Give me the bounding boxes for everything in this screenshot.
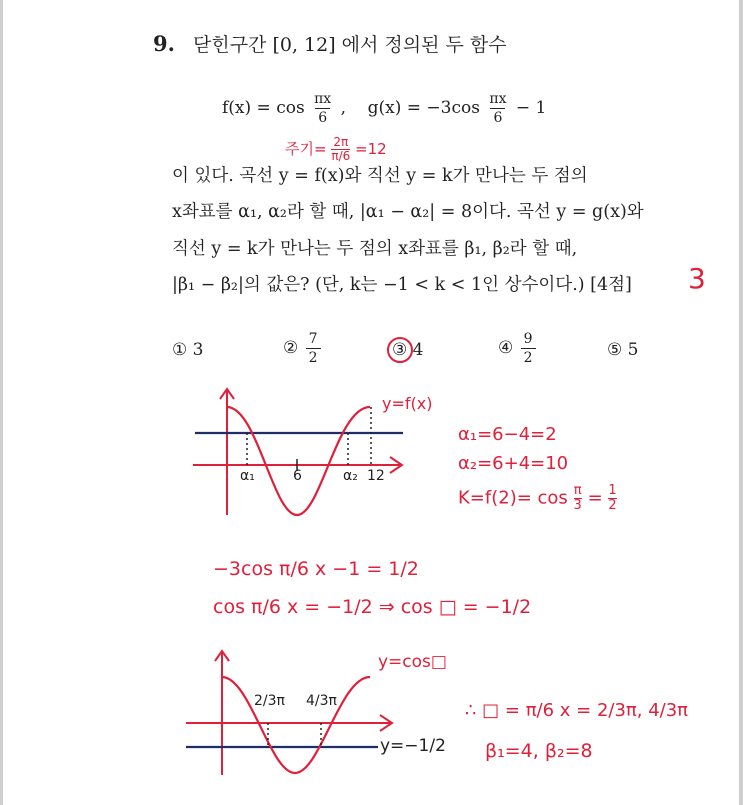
graph1-tick-6-label: 6 — [293, 468, 302, 484]
question-line-3: 직선 y = k가 만나는 두 점의 x좌표를 β₁, β₂라 할 때, — [172, 239, 578, 259]
note-k-prefix: K=f(2)= cos — [458, 487, 568, 509]
choice-3-mark-wrap — [392, 340, 413, 360]
equation-2: cos π/6 x = −1/2 ⇒ cos □ = −1/2 — [213, 596, 532, 618]
page-border-right — [739, 0, 743, 805]
choice-5[interactable] — [607, 340, 638, 360]
f-fraction — [312, 90, 333, 127]
question-line-2: x좌표를 α₁, α₂라 할 때, |α₁ − α₂| = 8이다. 곡선 y = g(x)와 — [172, 202, 644, 222]
choice-5-mark: ⑤ — [607, 340, 623, 360]
graph2-tick-a-label: 2/3π — [254, 693, 285, 709]
choice-2-numerator: 7 — [308, 331, 318, 347]
period-numerator: 2π — [333, 135, 349, 149]
question-line-4: |β₁ − β₂|의 값은? (단, k는 −1 < k < 1인 상수이다.) [4점] — [172, 275, 632, 295]
period-label: 주기= — [285, 140, 327, 158]
handwritten-period-note — [285, 136, 387, 163]
choice-1-mark: ① — [172, 340, 188, 360]
choice-1[interactable] — [172, 340, 203, 360]
page-border-left — [0, 0, 3, 805]
choice-2-fraction — [306, 330, 321, 367]
g-tail: − 1 — [515, 98, 547, 118]
graph-2 — [180, 645, 395, 780]
f-denominator: 6 — [315, 108, 330, 127]
note-k-result-num: 1 — [608, 483, 617, 498]
question-number: 9. — [153, 31, 175, 56]
selected-circle-icon — [387, 337, 413, 363]
choice-3-mark: ③ — [392, 340, 408, 360]
graph-1 — [185, 385, 415, 525]
note-k-result — [608, 484, 616, 513]
choice-1-value: 3 — [192, 340, 204, 360]
g-fraction — [487, 90, 508, 127]
choice-3[interactable] — [392, 340, 423, 360]
g-numerator: πx — [489, 91, 507, 107]
choice-5-value: 5 — [627, 340, 639, 360]
choice-2-denominator: 2 — [306, 348, 321, 367]
note-k-result-den: 2 — [608, 498, 617, 513]
graph2-line-label: y=−1/2 — [380, 736, 446, 756]
note-k-numerator: π — [573, 483, 582, 498]
f-numerator: πx — [314, 91, 332, 107]
choice-4-numerator: 9 — [523, 331, 533, 347]
note-k — [458, 484, 617, 513]
note-beta-values: β₁=4, β₂=8 — [485, 740, 593, 762]
note-k-denominator: 3 — [573, 498, 582, 513]
choice-2-mark: ② — [283, 338, 299, 358]
function-definitions — [222, 90, 546, 127]
note-alpha2: α₂=6+4=10 — [458, 453, 569, 474]
choice-3-value: 4 — [412, 340, 424, 360]
graph1-curve-f — [227, 407, 370, 515]
graph1-tick-a2-label: α₂ — [343, 468, 358, 484]
choice-4-mark: ④ — [498, 338, 514, 358]
graph2-curve-cos — [222, 677, 370, 773]
period-fraction — [331, 136, 350, 163]
graph1-tick-a1-label: α₁ — [240, 468, 255, 484]
note-alpha1: α₁=6−4=2 — [458, 424, 557, 445]
graph1-curve-label: y=f(x) — [382, 394, 433, 413]
choice-2[interactable] — [283, 330, 323, 367]
formula-separator: , — [340, 98, 347, 118]
question-intro: 닫힌구간 [0, 12] 에서 정의된 두 함수 — [192, 34, 507, 56]
period-result: =12 — [355, 140, 387, 158]
graph1-tick-12-label: 12 — [367, 468, 385, 484]
f-lhs: f(x) = cos — [222, 98, 305, 118]
period-denominator: π/6 — [331, 149, 351, 163]
choice-4[interactable] — [498, 330, 538, 367]
g-denominator: 6 — [490, 108, 505, 127]
note-box-solution: ∴ □ = π/6 x = 2/3π, 4/3π — [465, 700, 689, 721]
note-k-fraction — [574, 484, 582, 513]
question-line-1: 이 있다. 곡선 y = f(x)와 직선 y = k가 만나는 두 점의 — [172, 166, 588, 186]
question-header — [153, 30, 507, 57]
choice-4-fraction — [521, 330, 536, 367]
graph2-tick-b-label: 4/3π — [306, 693, 337, 709]
choice-4-denominator: 2 — [521, 348, 536, 367]
equation-1: −3cos π/6 x −1 = 1/2 — [213, 558, 419, 580]
graph2-curve-label: y=cos□ — [378, 652, 447, 672]
handwritten-answer: 3 — [688, 262, 706, 295]
note-k-eq: = — [587, 487, 603, 509]
g-lhs: g(x) = −3cos — [367, 98, 480, 118]
